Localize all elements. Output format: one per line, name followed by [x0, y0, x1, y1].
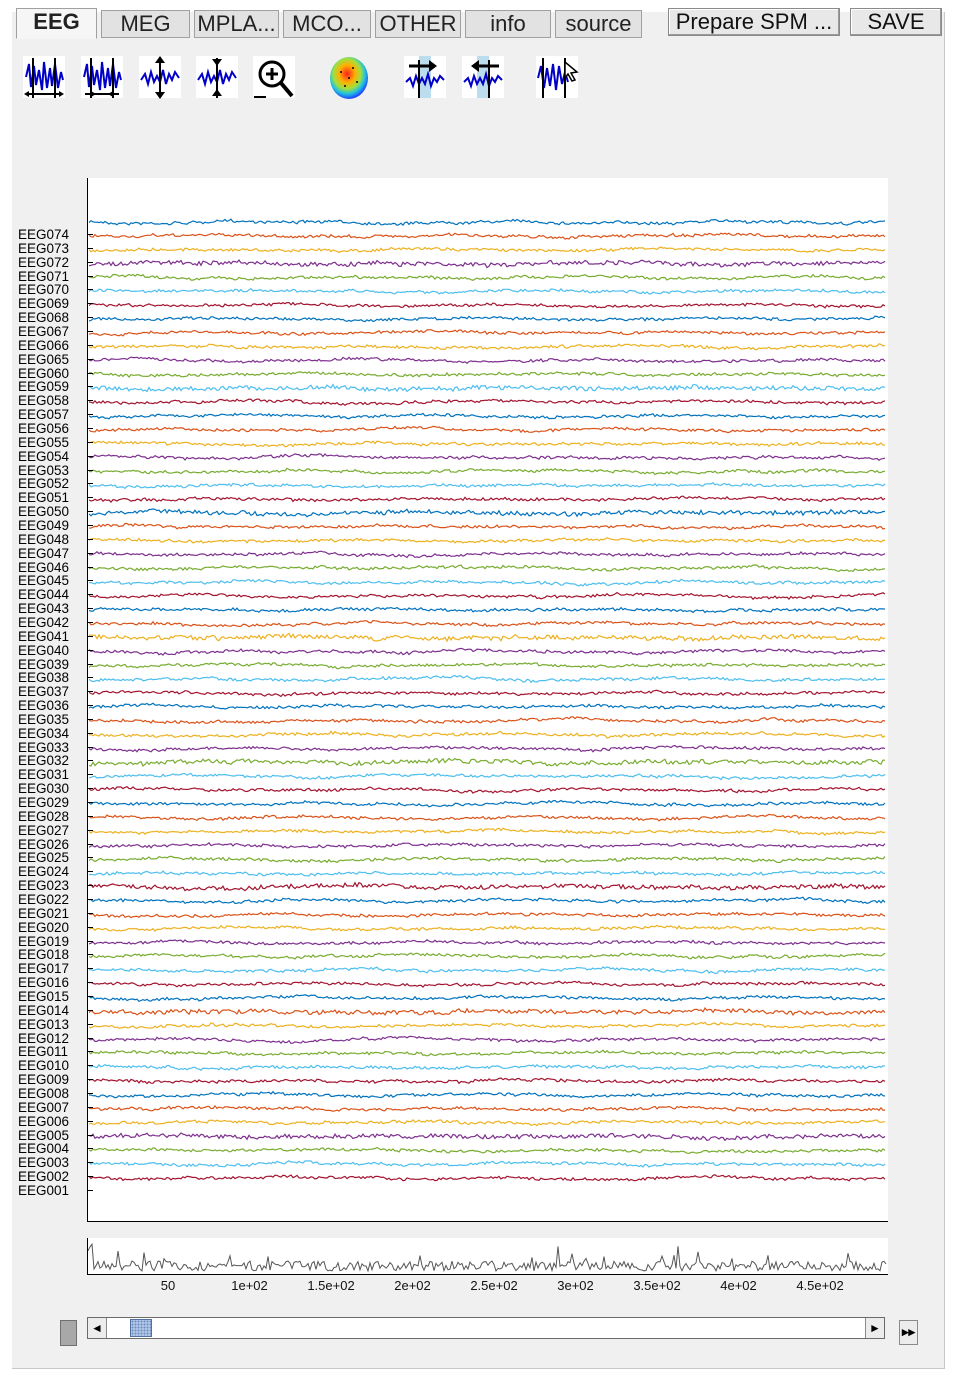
channel-trace	[89, 621, 885, 627]
channel-tick	[87, 234, 93, 235]
channel-trace	[89, 871, 885, 876]
scroll-backward-icon[interactable]	[461, 52, 505, 102]
channel-label: EEG049	[18, 517, 70, 533]
channel-label: EEG007	[18, 1099, 70, 1115]
channel-tick	[87, 567, 93, 568]
channel-label: EEG046	[18, 559, 70, 575]
channel-trace	[89, 981, 885, 987]
channel-tick	[87, 248, 93, 249]
channel-label: EEG051	[18, 490, 70, 506]
channel-label: EEG022	[18, 892, 70, 908]
channel-tick	[87, 331, 93, 332]
channel-tick	[87, 733, 93, 734]
channel-tick	[87, 844, 93, 845]
channel-label: EEG011	[18, 1044, 69, 1060]
overview-tick-label: 3e+02	[557, 1278, 594, 1293]
channel-tick	[87, 622, 93, 623]
channel-label: EEG050	[18, 504, 70, 520]
channel-trace	[89, 330, 885, 336]
scroll-left-arrow[interactable]: ◄	[88, 1318, 107, 1338]
overview-tick-label: 2e+02	[394, 1278, 431, 1293]
channel-label: EEG069	[18, 296, 70, 312]
channel-tick	[87, 1148, 93, 1149]
channel-tick	[87, 954, 93, 955]
channel-tick	[87, 442, 93, 443]
channel-trace	[89, 883, 885, 891]
channel-tick	[87, 719, 93, 720]
overview-tick-label: 50	[160, 1278, 176, 1293]
overview-tick-label: 1.5e+02	[307, 1278, 355, 1293]
tab-mplanar[interactable]: MPLA...	[194, 10, 279, 38]
channel-tick	[87, 525, 93, 526]
channel-trace	[89, 441, 885, 447]
channel-label: EEG055	[18, 434, 70, 450]
channel-trace	[89, 468, 885, 474]
channel-label: EEG034	[18, 725, 70, 741]
channel-trace	[89, 496, 885, 502]
channel-trace	[89, 1050, 885, 1056]
channel-tick	[87, 470, 93, 471]
channel-trace	[89, 426, 885, 432]
channel-label: EEG012	[18, 1030, 70, 1046]
tab-meg[interactable]: MEG	[101, 10, 190, 38]
tab-source[interactable]: source	[555, 10, 642, 38]
channel-trace	[89, 703, 885, 709]
channel-label: EEG019	[18, 933, 70, 949]
channel-label: EEG074	[18, 227, 70, 242]
channel-trace	[89, 454, 885, 460]
channel-label: EEG070	[18, 282, 70, 298]
channel-trace	[89, 897, 885, 903]
channel-trace	[89, 995, 885, 1002]
channel-trace	[89, 940, 885, 945]
overview-tick-label: 1e+02	[231, 1278, 268, 1293]
channel-trace	[89, 1106, 885, 1111]
channel-trace	[89, 551, 885, 557]
channel-label: EEG032	[18, 753, 70, 769]
channel-tick	[87, 345, 93, 346]
overview-tick-label: 4.5e+02	[796, 1278, 844, 1293]
channel-label: EEG026	[18, 836, 70, 852]
channel-label: EEG017	[18, 961, 70, 977]
channel-tick	[87, 594, 93, 595]
scroll-right-arrow[interactable]: ►	[865, 1318, 884, 1338]
channel-tick	[87, 1079, 93, 1080]
channel-tick	[87, 276, 93, 277]
channel-label: EEG072	[18, 254, 70, 270]
channel-trace	[89, 385, 885, 392]
increase-channels-icon[interactable]	[22, 52, 66, 102]
channel-trace	[89, 1120, 885, 1126]
channel-tick	[87, 511, 93, 512]
channel-trace	[89, 509, 885, 517]
channel-trace	[89, 663, 885, 669]
decrease-amplitude-icon[interactable]	[195, 52, 239, 102]
channel-trace	[89, 233, 885, 239]
channel-tick	[87, 400, 93, 401]
channel-label: EEG037	[18, 684, 70, 700]
channel-tick	[87, 608, 93, 609]
prepare-spm-button[interactable]: Prepare SPM ...	[668, 8, 840, 36]
channel-trace	[89, 774, 885, 780]
channel-label: EEG035	[18, 711, 70, 727]
channel-label: EEG014	[18, 1002, 70, 1018]
channel-label: EEG013	[18, 1016, 70, 1032]
channel-tick	[87, 857, 93, 858]
channel-label: EEG024	[18, 864, 70, 880]
tab-mcomb[interactable]: MCO...	[283, 10, 371, 38]
channel-label: EEG027	[18, 822, 70, 838]
tab-info[interactable]: info	[465, 10, 551, 38]
channel-tick	[87, 497, 93, 498]
channel-label: EEG023	[18, 878, 70, 894]
channel-trace	[89, 828, 885, 835]
channel-tick	[87, 747, 93, 748]
overview-tick-label: 4e+02	[720, 1278, 757, 1293]
channel-label: EEG028	[18, 808, 70, 824]
channel-trace	[89, 1133, 885, 1140]
channel-tick	[87, 1038, 93, 1039]
channel-tick	[87, 996, 93, 997]
channel-label: EEG068	[18, 310, 70, 326]
channel-label: EEG031	[18, 767, 70, 783]
channel-tick	[87, 705, 93, 706]
channel-label: EEG036	[18, 698, 70, 714]
channel-trace	[89, 648, 885, 655]
channel-tick	[87, 664, 93, 665]
channel-tick	[87, 802, 93, 803]
channel-trace	[89, 316, 885, 321]
channel-tick	[87, 899, 93, 900]
channel-trace	[89, 1022, 885, 1028]
channel-trace	[89, 953, 885, 959]
channel-label: EEG039	[18, 656, 70, 672]
zoom-in-icon[interactable]	[252, 52, 296, 102]
channel-label: EEG018	[18, 947, 70, 963]
channel-label: EEG030	[18, 781, 70, 797]
channel-tick	[87, 788, 93, 789]
channel-tick	[87, 1051, 93, 1052]
channel-tick	[87, 760, 93, 761]
channel-trace	[89, 1036, 885, 1043]
channel-label: EEG041	[18, 628, 70, 644]
channel-trace	[89, 524, 885, 530]
channel-label: EEG067	[18, 323, 70, 339]
channel-trace	[89, 676, 885, 683]
channel-label: EEG052	[18, 476, 70, 492]
channel-label: EEG059	[18, 379, 70, 395]
channel-label: EEG066	[18, 337, 70, 353]
channel-label: EEG038	[18, 670, 70, 686]
channel-tick	[87, 774, 93, 775]
channel-tick	[87, 303, 93, 304]
channel-trace	[89, 717, 885, 724]
decrease-channels-icon[interactable]	[80, 52, 124, 102]
channel-label: EEG002	[18, 1169, 70, 1185]
increase-amplitude-icon[interactable]	[138, 52, 182, 102]
channel-trace	[89, 219, 885, 225]
time-scrollbar[interactable]	[87, 1317, 885, 1339]
channel-tick	[87, 830, 93, 831]
channel-tick	[87, 691, 93, 692]
channel-trace	[89, 565, 885, 571]
save-button[interactable]: SAVE	[850, 8, 942, 36]
channel-label: EEG003	[18, 1155, 70, 1171]
channel-tick	[87, 913, 93, 914]
channel-trace	[89, 303, 885, 308]
channel-trace	[89, 289, 885, 294]
channel-trace	[89, 967, 885, 974]
channel-label: EEG060	[18, 365, 70, 381]
channel-trace	[89, 856, 885, 862]
channel-tick	[87, 941, 93, 942]
channel-tick	[87, 1107, 93, 1108]
channel-tick	[87, 816, 93, 817]
channel-trace	[89, 357, 885, 363]
channel-trace	[89, 801, 885, 807]
channel-label: EEG015	[18, 989, 70, 1005]
channel-trace	[89, 925, 885, 931]
channel-tick	[87, 1176, 93, 1177]
channel-label: EEG040	[18, 642, 70, 658]
channel-label: EEG009	[18, 1072, 70, 1088]
channel-tick	[87, 359, 93, 360]
channel-tick	[87, 1010, 93, 1011]
channel-trace	[89, 633, 885, 641]
channel-trace	[89, 247, 885, 252]
channel-tick	[87, 871, 93, 872]
channel-label: EEG004	[18, 1141, 70, 1157]
select-event-icon[interactable]	[535, 52, 579, 102]
channel-label: EEG042	[18, 614, 70, 630]
topography-icon[interactable]	[327, 52, 371, 102]
overview-tick-label: 2.5e+02	[470, 1278, 518, 1293]
channel-label: EEG048	[18, 531, 70, 547]
channel-tick	[87, 1121, 93, 1122]
channel-tick	[87, 580, 93, 581]
channel-label: EEG029	[18, 795, 70, 811]
overview-tick-label: 3.5e+02	[633, 1278, 681, 1293]
channel-tick	[87, 1065, 93, 1066]
channel-tick	[87, 968, 93, 969]
channel-label: EEG025	[18, 850, 70, 866]
channel-tick	[87, 289, 93, 290]
tab-other[interactable]: OTHER	[375, 10, 461, 38]
channel-label: EEG056	[18, 420, 70, 436]
channel-trace	[89, 372, 885, 377]
channel-tick	[87, 1024, 93, 1025]
scroll-thumb[interactable]	[130, 1319, 152, 1337]
channel-tick	[87, 1162, 93, 1163]
channel-tick	[87, 982, 93, 983]
channel-tick	[87, 553, 93, 554]
channel-tick	[87, 373, 93, 374]
channel-tick	[87, 456, 93, 457]
channel-tick	[87, 317, 93, 318]
channel-trace	[89, 1092, 885, 1098]
channel-label: EEG058	[18, 393, 70, 409]
tab-eeg[interactable]: EEG	[16, 8, 97, 39]
channel-tick	[87, 539, 93, 540]
eeg-traces-plot[interactable]	[87, 178, 888, 1222]
channel-trace	[89, 1175, 885, 1181]
channel-label: EEG053	[18, 462, 70, 478]
channel-label: EEG044	[18, 587, 70, 603]
channel-trace	[89, 1078, 885, 1084]
channel-tick	[87, 927, 93, 928]
channel-label: EEG010	[18, 1058, 70, 1074]
channel-tick	[87, 885, 93, 886]
channel-label: EEG065	[18, 351, 70, 367]
channel-label: EEG001	[18, 1183, 70, 1198]
channel-tick	[87, 636, 93, 637]
channel-label: EEG045	[18, 573, 70, 589]
channel-trace	[89, 274, 885, 280]
channel-trace	[89, 1065, 885, 1071]
channel-label: EEG020	[18, 919, 70, 935]
channel-label: EEG005	[18, 1127, 70, 1143]
channel-trace	[89, 260, 885, 267]
channel-label: EEG057	[18, 407, 70, 423]
channel-trace	[89, 344, 885, 350]
scroll-forward-icon[interactable]	[403, 52, 447, 102]
channel-tick	[87, 650, 93, 651]
channel-label: EEG033	[18, 739, 70, 755]
channel-trace	[89, 690, 885, 696]
overview-axes[interactable]	[87, 1238, 888, 1275]
channel-trace	[89, 538, 885, 543]
channel-tick	[87, 428, 93, 429]
channel-tick	[87, 1093, 93, 1094]
channel-trace	[89, 746, 885, 752]
channel-tick	[87, 677, 93, 678]
channel-label: EEG021	[18, 905, 70, 921]
channel-tick	[87, 414, 93, 415]
channel-trace	[89, 580, 885, 586]
fast-forward-button[interactable]: ▸▸	[899, 1320, 918, 1345]
channel-trace	[89, 1161, 885, 1167]
channel-tick	[87, 483, 93, 484]
channel-trace	[89, 608, 885, 613]
channel-trace	[89, 593, 885, 600]
channel-label: EEG016	[18, 975, 70, 991]
channel-label: EEG073	[18, 240, 70, 256]
channel-trace	[89, 759, 885, 767]
channel-trace	[89, 483, 885, 489]
channel-trace	[89, 399, 885, 405]
channel-label: EEG071	[18, 268, 70, 284]
channel-tick	[87, 262, 93, 263]
channel-tick	[87, 1190, 93, 1191]
overview-trace	[88, 1244, 886, 1271]
channel-trace	[89, 814, 885, 821]
channel-trace	[89, 413, 885, 418]
channel-trace	[89, 1008, 885, 1015]
channel-label: EEG054	[18, 448, 70, 464]
channel-trace	[89, 912, 885, 917]
channel-label: EEG006	[18, 1113, 70, 1129]
channel-trace	[89, 843, 885, 848]
scroll-start-button[interactable]	[60, 1320, 77, 1346]
channel-tick	[87, 1135, 93, 1136]
channel-label: EEG043	[18, 601, 70, 617]
channel-label: EEG047	[18, 545, 70, 561]
channel-trace	[89, 731, 885, 738]
channel-trace	[89, 787, 885, 793]
channel-label: EEG008	[18, 1086, 70, 1101]
channel-tick	[87, 386, 93, 387]
channel-trace	[89, 1148, 885, 1154]
